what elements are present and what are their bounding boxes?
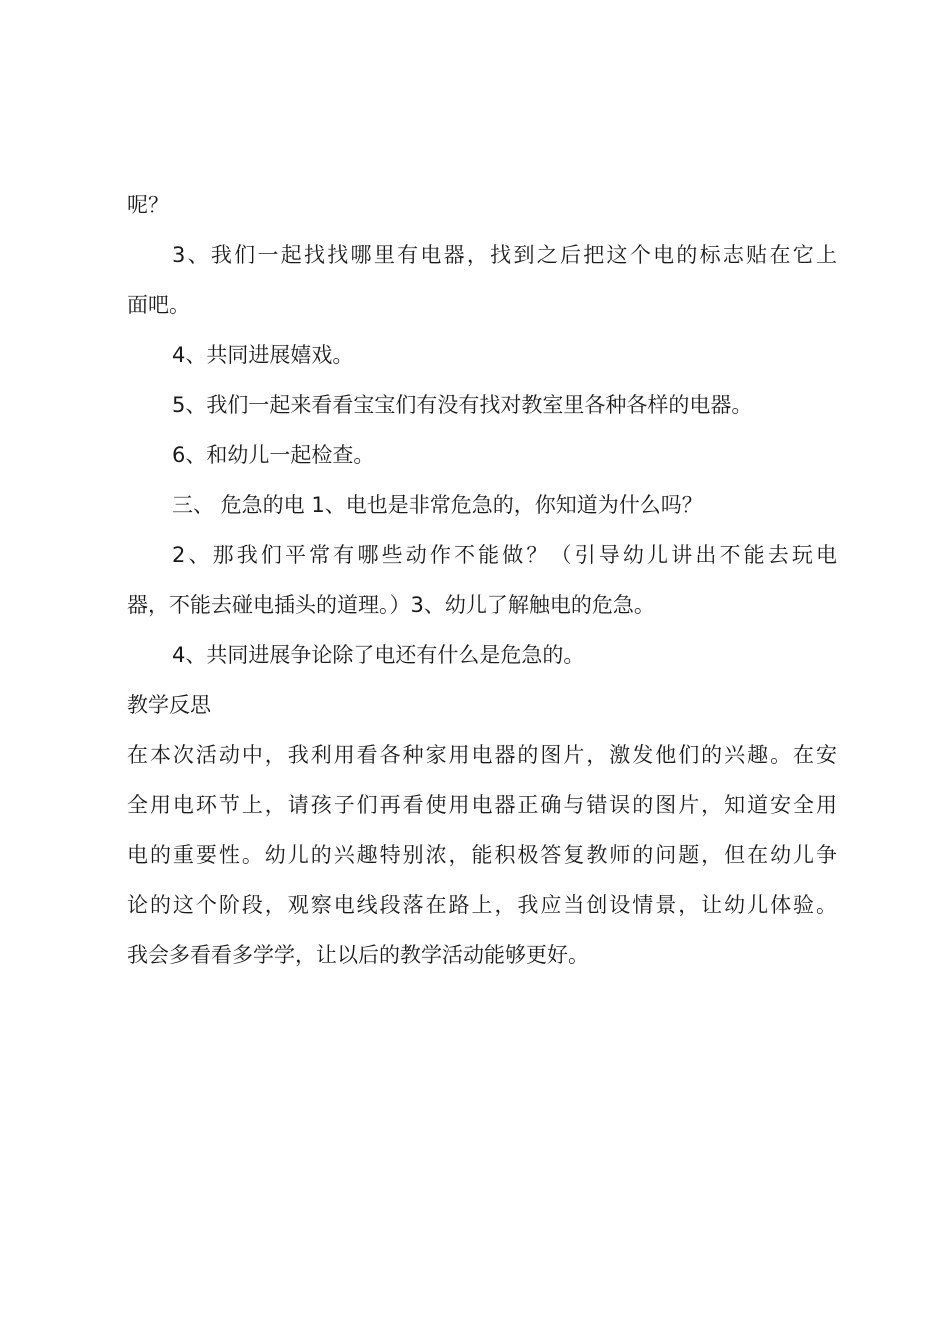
section-heading-reflection: 教学反思 (127, 693, 211, 717)
reflection-line-4: 论的这个阶段，观察电线段落在路上，我应当创设情景，让幼儿体验。 (127, 893, 837, 917)
text-line-4: 4、共同进展嬉戏。 (172, 343, 354, 367)
text-line-6: 6、和幼儿一起检查。 (172, 443, 375, 467)
text-line-2: 3、我们一起找找哪里有电器，找到之后把这个电的标志贴在它上 (172, 243, 837, 267)
text-line-10: 4、共同进展争论除了电还有什么是危急的。 (172, 643, 585, 667)
reflection-line-2: 全用电环节上，请孩子们再看使用电器正确与错误的图片，知道安全用 (127, 793, 837, 817)
section-heading-dangerous-electricity: 三、 危急的电 1、电也是非常危急的，你知道为什么吗？ (172, 493, 703, 517)
reflection-line-5: 我会多看看多学学，让以后的教学活动能够更好。 (127, 943, 589, 967)
text-line-1: 呢？ (127, 193, 169, 217)
text-line-3: 面吧。 (127, 293, 190, 317)
text-line-9: 器，不能去碰电插头的道理。）3、幼儿了解触电的危急。 (127, 593, 655, 617)
reflection-line-3: 电的重要性。幼儿的兴趣特别浓，能积极答复教师的问题，但在幼儿争 (127, 843, 837, 867)
reflection-line-1: 在本次活动中，我利用看各种家用电器的图片，激发他们的兴趣。在安 (127, 743, 837, 767)
text-line-8: 2、那我们平常有哪些动作不能做？（引导幼儿讲出不能去玩电 (172, 543, 837, 567)
text-line-5: 5、我们一起来看看宝宝们有没有找对教室里各种各样的电器。 (172, 393, 753, 417)
